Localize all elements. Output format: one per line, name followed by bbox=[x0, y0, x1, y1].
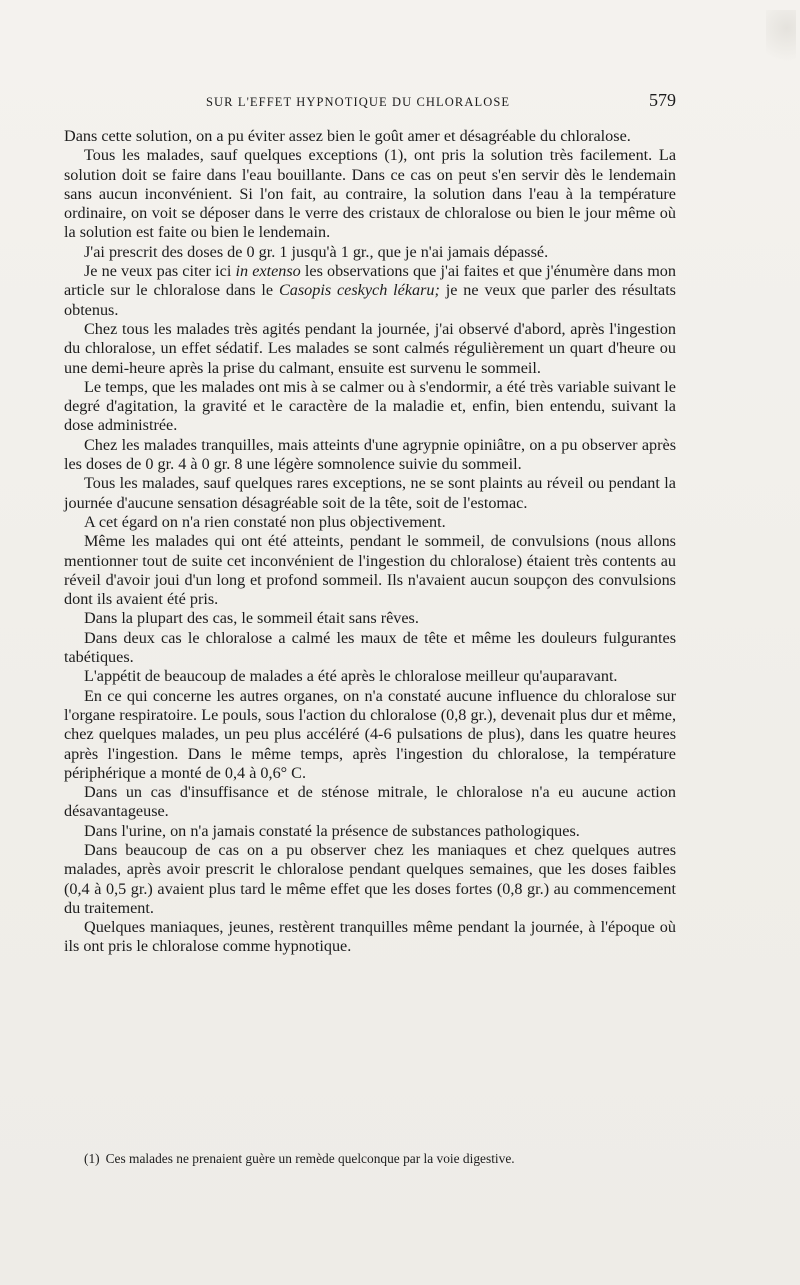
paragraph-p1: Dans cette solution, on a pu éviter assez bien le goût amer et désagréable du chloralose. bbox=[64, 127, 631, 145]
paragraph-p13: L'appétit de beaucoup de malades a été après le chloralose meilleur qu'auparavant. bbox=[84, 667, 618, 686]
paragraph-p3: J'ai prescrit des doses de 0 gr. 1 jusqu'à 1 gr., que je n'ai jamais dépassé. bbox=[84, 242, 549, 261]
text-run: les observations que j'ai faites et que j'énumère dans mon article sur le chloralose dans le bbox=[64, 262, 676, 300]
paragraph-p15: Dans un cas d'insuffisance et de sténose mitrale, le chloralose n'a eu aucune action désavantageuse. bbox=[64, 783, 676, 821]
paragraph-p7: Chez les malades tranquilles, mais atteints d'une agrypnie opiniâtre, on a pu observer après les doses de 0 gr. 4 à 0 gr. 8 une légère somnolence suivie du sommeil. bbox=[64, 435, 676, 474]
page-number: 579 bbox=[649, 90, 676, 110]
paragraph-p10: Même les malades qui ont été atteints, pendant le sommeil, de convulsions (nous allons mentionner tout de suite cet inconvénient de l'ingestion du chloralose) étaient très contents au réveil d'avoir joui d'un long et profond sommeil. Ils n'avaient aucun soupçon des convulsions dont ils avaient été pris. bbox=[64, 532, 676, 609]
paragraph-p17: Dans beaucoup de cas on a pu observer chez les maniaques et chez quelques autres malades, après avoir prescrit le chloralose pendant quelques semaines, que les doses faibles (0,4 à 0,5 gr.) avaient plus tard le même effet que les doses fortes (0,8 gr.) au commencement du traitement. bbox=[64, 840, 676, 917]
paragraph-p14: En ce qui concerne les autres organes, on n'a constaté aucune influence du chloralose sur l'organe respiratoire. Le pouls, sous l'action du chloralose (0,8 gr.), devenait plus dur et même, chez quelques malades, un peu plus accéléré (4-6 pulsations de plus), dans les quatre heures après l'ingestion. Dans le même temps, après l'ingestion du chloralose, la température périphérique a monté de 0,4 à 0,6° C. bbox=[64, 686, 676, 782]
page-header bbox=[64, 92, 676, 112]
text-run: Je ne veux pas citer ici bbox=[84, 262, 236, 281]
italic-text: Casopis ceskych lékaru; bbox=[278, 281, 440, 300]
running-title: SUR L'EFFET HYPNOTIQUE DU CHLORALOSE bbox=[206, 95, 511, 109]
footnote-text: Ces malades ne prenaient guère un remède quelconque par la voie digestive. bbox=[105, 1151, 515, 1166]
paragraph-p5: Chez tous les malades très agités pendant la journée, j'ai observé d'abord, après l'ingestion du chloralose, un effet sédatif. Les malades se sont calmés régulièrement un quart d'heure ou une demi-heure après la prise du calmant, ensuite est survenu le sommeil. bbox=[64, 319, 676, 377]
paragraph-p9: A cet égard on n'a rien constaté non plus objectivement. bbox=[84, 512, 446, 531]
footnote-mark: (1) bbox=[84, 1151, 100, 1166]
paragraph-p6: Le temps, que les malades ont mis à se calmer ou à s'endormir, a été très variable suivant le degré d'agitation, la gravité et le caractère de la maladie et, enfin, bien entendu, suivant la dose administrée. bbox=[64, 377, 676, 435]
paragraph-p11: Dans la plupart des cas, le sommeil était sans rêves. bbox=[84, 609, 419, 628]
paragraph-p2: Tous les malades, sauf quelques exceptions (1), ont pris la solution très facilement. La solution doit se faire dans l'eau bouillante. Dans ce cas on peut s'en servir dès le lendemain sans aucun inconvénient. Si l'on fait, au contraire, la solution dans l'eau à la température ordinaire, on voit se déposer dans le verre des cristaux de chloralose ou bien le jour même où la solution est faite ou bien le lendemain. bbox=[64, 146, 676, 242]
paragraph-p18: Quelques maniaques, jeunes, restèrent tranquilles même pendant la journée, à l'époque où ils ont pris le chloralose comme hypnotique. bbox=[64, 918, 676, 956]
body-text bbox=[64, 127, 676, 957]
text-run: je ne veux que parler des résultats obtenus. bbox=[64, 281, 676, 319]
italic-text: in extenso bbox=[235, 262, 301, 281]
paragraph-p8: Tous les malades, sauf quelques rares exceptions, ne se sont plaints au réveil ou pendant la journée d'aucune sensation désagréable soit de la tête, soit de l'estomac. bbox=[64, 474, 676, 512]
paragraph-p12: Dans deux cas le chloralose a calmé les maux de tête et même les douleurs fulgurantes tabétiques. bbox=[64, 628, 676, 667]
paper-stain bbox=[766, 10, 796, 70]
paragraph-p16: Dans l'urine, on n'a jamais constaté la présence de substances pathologiques. bbox=[84, 821, 580, 840]
footnote bbox=[84, 1150, 684, 1168]
paragraph-p4 bbox=[64, 262, 676, 320]
